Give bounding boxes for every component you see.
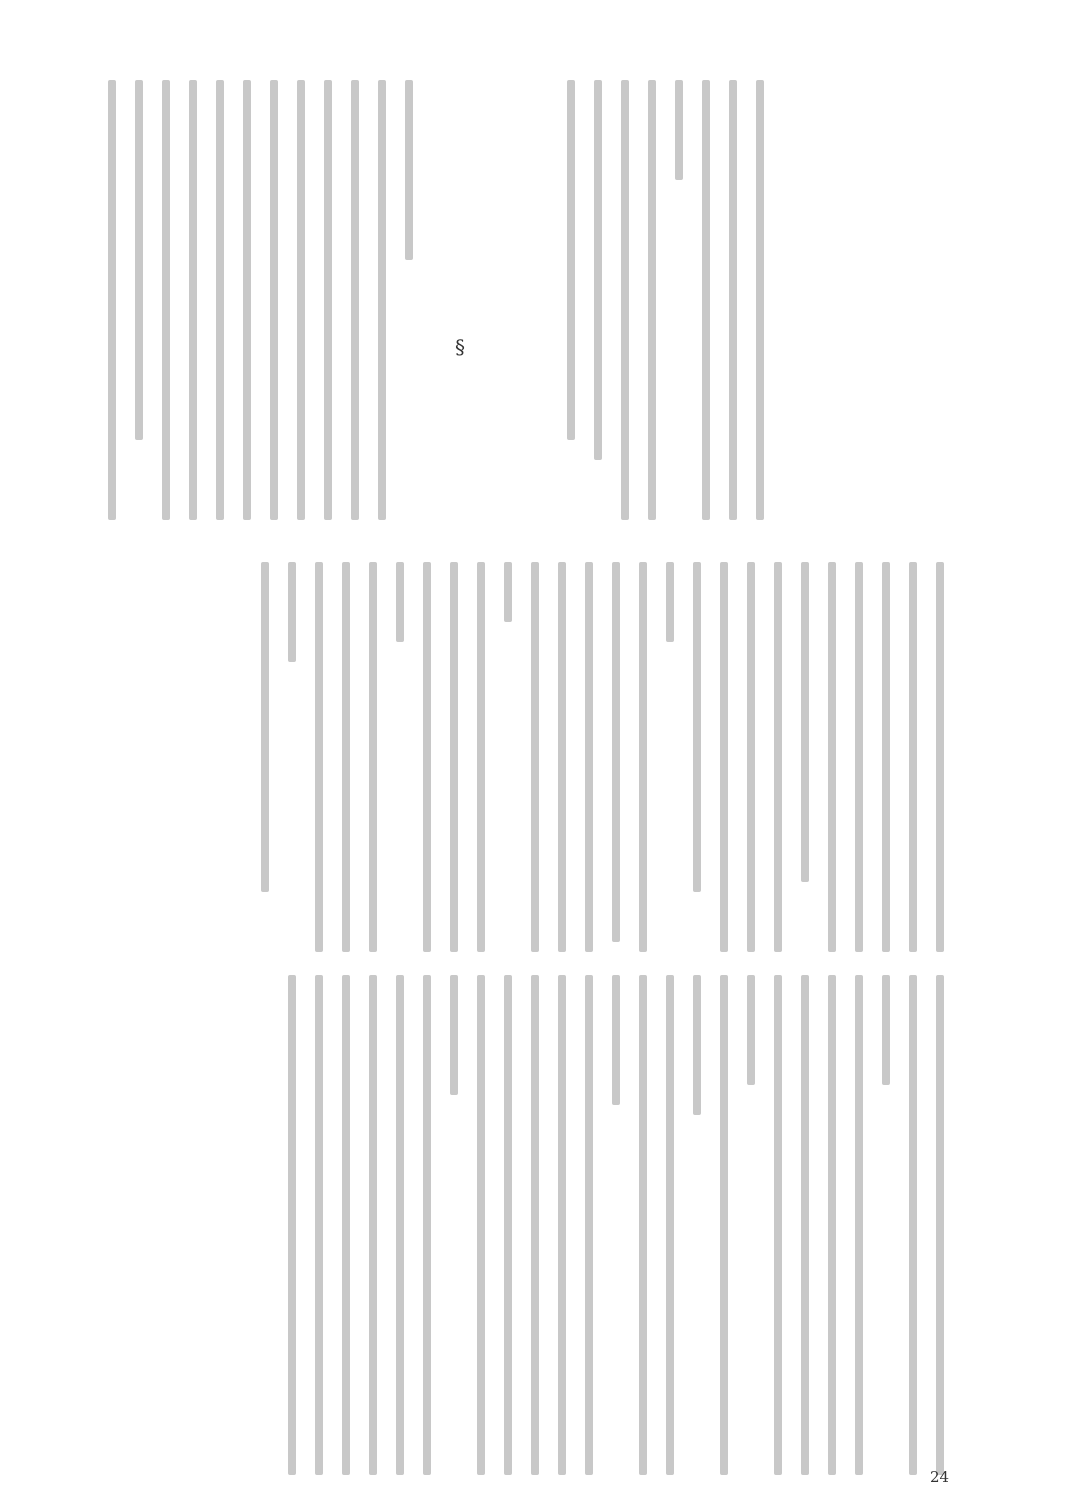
redacted-text-line (801, 562, 809, 882)
redacted-text-line (828, 975, 836, 1475)
redacted-text-line (369, 562, 377, 952)
redacted-text-line (855, 975, 863, 1475)
redacted-text-line (558, 975, 566, 1475)
redacted-text-line (342, 562, 350, 952)
redacted-text-line (774, 562, 782, 952)
redacted-text-line (342, 975, 350, 1475)
redacted-text-line (585, 562, 593, 952)
text-block-lower (288, 975, 944, 1475)
redacted-text-line (477, 562, 485, 952)
redacted-text-line (108, 80, 116, 520)
redacted-text-line (423, 975, 431, 1475)
redacted-text-line (756, 80, 764, 520)
redacted-text-line (747, 562, 755, 952)
redacted-text-line (639, 975, 647, 1475)
redacted-text-line (621, 80, 629, 520)
section-break-mark: § (455, 335, 465, 359)
redacted-text-line (828, 562, 836, 952)
redacted-text-line (531, 562, 539, 952)
redacted-text-line (594, 80, 602, 460)
redacted-text-line (567, 80, 575, 440)
redacted-text-line (936, 975, 944, 1475)
redacted-text-line (324, 80, 332, 520)
redacted-text-line (378, 80, 386, 520)
redacted-text-line (396, 562, 404, 642)
redacted-text-line (909, 975, 917, 1475)
text-block-middle (261, 562, 944, 952)
redacted-text-line (243, 80, 251, 520)
redacted-text-line (477, 975, 485, 1475)
redacted-text-line (288, 975, 296, 1475)
redacted-text-line (801, 975, 809, 1475)
redacted-text-line (351, 80, 359, 520)
redacted-text-line (882, 975, 890, 1085)
redacted-text-line (666, 975, 674, 1475)
redacted-text-line (585, 975, 593, 1475)
redacted-text-line (261, 562, 269, 892)
redacted-text-line (396, 975, 404, 1475)
redacted-text-line (315, 562, 323, 952)
redacted-text-line (747, 975, 755, 1085)
redacted-text-line (702, 80, 710, 520)
redacted-text-line (423, 562, 431, 952)
redacted-text-line (216, 80, 224, 520)
redacted-text-line (693, 562, 701, 892)
redacted-text-line (450, 975, 458, 1095)
redacted-text-line (558, 562, 566, 952)
redacted-text-line (405, 80, 413, 260)
redacted-text-line (720, 562, 728, 952)
redacted-text-line (270, 80, 278, 520)
redacted-text-line (675, 80, 683, 180)
redacted-text-line (909, 562, 917, 952)
redacted-text-line (531, 975, 539, 1475)
redacted-text-line (297, 80, 305, 520)
redacted-text-line (288, 562, 296, 662)
redacted-text-line (504, 975, 512, 1475)
redacted-text-line (720, 975, 728, 1475)
redacted-text-line (450, 562, 458, 952)
redacted-text-line (882, 562, 890, 952)
redacted-text-line (729, 80, 737, 520)
redacted-text-line (504, 562, 512, 622)
redacted-text-line (639, 562, 647, 952)
redacted-text-line (774, 975, 782, 1475)
redacted-text-line (936, 562, 944, 952)
redacted-text-line (612, 562, 620, 942)
redacted-text-line (855, 562, 863, 952)
redacted-text-line (666, 562, 674, 642)
redacted-text-line (612, 975, 620, 1105)
redacted-text-line (648, 80, 656, 520)
text-block-upper (108, 80, 764, 520)
redacted-text-line (135, 80, 143, 440)
redacted-text-line (315, 975, 323, 1475)
redacted-text-line (369, 975, 377, 1475)
redacted-text-line (189, 80, 197, 520)
page-number: 24 (930, 1468, 950, 1486)
redacted-text-line (693, 975, 701, 1115)
redacted-text-line (162, 80, 170, 520)
